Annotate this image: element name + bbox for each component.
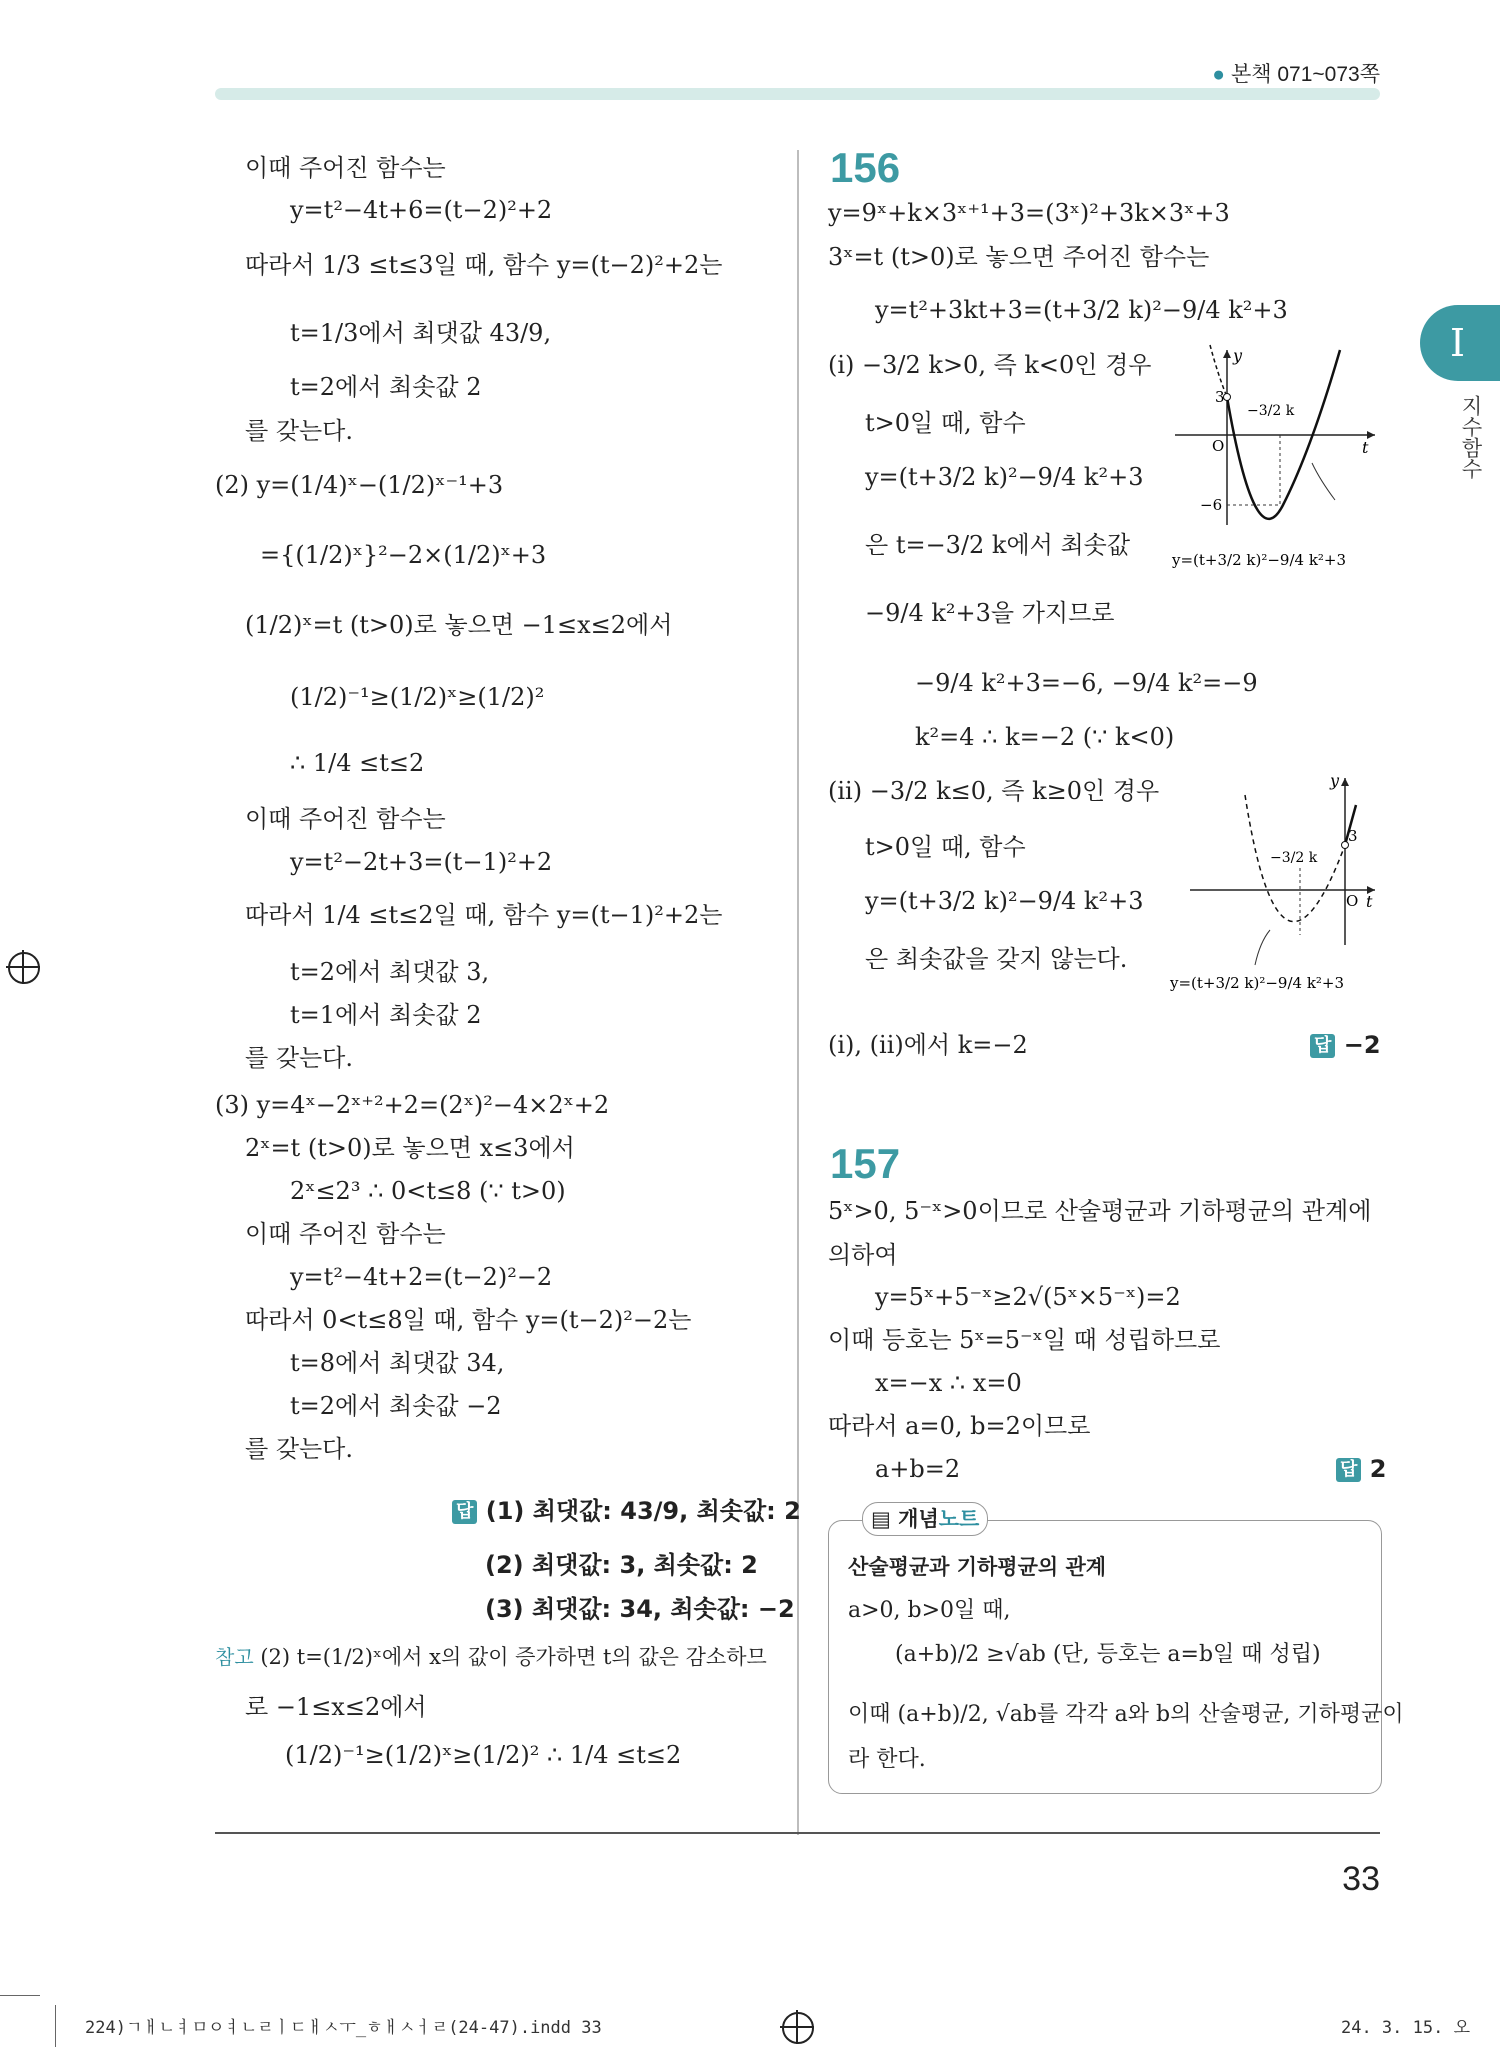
curve-label: y=(t+3/2 k)²−9/4 k²+3 [1170, 974, 1345, 992]
page-number: 33 [1342, 1860, 1380, 1898]
answer-1: 답 (1) 최댓값: 43/9, 최솟값: 2 [452, 1496, 801, 1526]
chapter-tab[interactable]: I [1420, 305, 1500, 381]
case-heading: (ii) −3/2 k≤0, 즉 k≥0인 경우 [828, 777, 1160, 805]
answer-badge: 답 [1336, 1458, 1361, 1482]
registration-mark-icon [8, 952, 40, 984]
text-line: 를 갖는다. [245, 1044, 353, 1072]
graph-case-1 [1170, 345, 1385, 575]
equation: (1/2)⁻¹≥(1/2)ˣ≥(1/2)² [290, 683, 545, 711]
equation: y=(t+3/2 k)²−9/4 k²+3 [865, 463, 1144, 491]
crop-mark [55, 2005, 56, 2047]
equation: y=9ˣ+k×3ˣ⁺¹+3=(3ˣ)²+3k×3ˣ+3 [828, 199, 1230, 227]
text-line: t=2에서 최댓값 3, [290, 958, 490, 986]
graph-case-2 [1170, 770, 1385, 1005]
answer-2: (2) 최댓값: 3, 최솟값: 2 [485, 1551, 758, 1579]
y-tick-label: 3 [1348, 827, 1358, 845]
equation: (2) y=(1/4)ˣ−(1/2)ˣ⁻¹+3 [215, 471, 504, 499]
answer: 답 −2 [1310, 1030, 1381, 1060]
book-reference: ● 본책 071~073쪽 [1212, 63, 1380, 86]
equation: y=t²+3kt+3=(t+3/2 k)²−9/4 k²+3 [875, 296, 1288, 324]
equation: a+b=2 [875, 1455, 961, 1483]
y-axis-label: y [1330, 771, 1340, 790]
text-line: 5ˣ>0, 5⁻ˣ>0이므로 산술평균과 기하평균의 관계에 [828, 1197, 1372, 1225]
vertex-label: −3/2 k [1247, 403, 1295, 419]
text-line: t>0일 때, 함수 [865, 409, 1026, 437]
concept-formula: (a+b)/2 ≥√ab (단, 등호는 a=b일 때 성립) [895, 1642, 1321, 1667]
text-line: 이때 주어진 함수는 [245, 1220, 446, 1248]
concept-note-tag: ▤ 개념노트 [862, 1502, 988, 1536]
answer-3: (3) 최댓값: 34, 최솟값: −2 [485, 1595, 795, 1623]
equation: y=(t+3/2 k)²−9/4 k²+3 [865, 887, 1144, 915]
equation: y=5ˣ+5⁻ˣ≥2√(5ˣ×5⁻ˣ)=2 [875, 1283, 1181, 1311]
x-axis-label: t [1362, 438, 1369, 457]
text-line: 로 −1≤x≤2에서 [245, 1693, 427, 1721]
equation: −9/4 k²+3=−6, −9/4 k²=−9 [915, 669, 1258, 697]
bottom-rule [215, 1832, 1380, 1834]
equation: k²=4 ∴ k=−2 (∵ k<0) [915, 723, 1175, 751]
footer-filename: 224)ㄱㅐㄴㅕㅁㅇㅕㄴㄹㅣㄷㅐㅅㅜ_ㅎㅐㅅㅓㄹ(24-47).indd 33 [85, 2018, 602, 2038]
equation: (3) y=4ˣ−2ˣ⁺²+2=(2ˣ)²−4×2ˣ+2 [215, 1091, 610, 1119]
problem-number: 156 [830, 144, 901, 191]
text-line: 따라서 1/3 ≤t≤3일 때, 함수 y=(t−2)²+2는 [245, 251, 723, 279]
text-line: 를 갖는다. [245, 1435, 353, 1463]
note-icon: ▤ [871, 1507, 891, 1531]
answer-badge: 답 [1310, 1034, 1335, 1058]
text-line: 3ˣ=t (t>0)로 놓으면 주어진 함수는 [828, 243, 1210, 271]
concept-line: a>0, b>0일 때, [848, 1598, 1011, 1623]
curve-label: y=(t+3/2 k)²−9/4 k²+3 [1172, 551, 1347, 569]
text-line: 2ˣ=t (t>0)로 놓으면 x≤3에서 [245, 1134, 575, 1162]
text-line: 은 최솟값을 갖지 않는다. [865, 945, 1128, 973]
text-line: 따라서 1/4 ≤t≤2일 때, 함수 y=(t−1)²+2는 [245, 901, 723, 929]
origin-label: O [1212, 437, 1225, 455]
concept-line: 이때 (a+b)/2, √ab를 각각 a와 b의 산술평균, 기하평균이 [848, 1702, 1404, 1727]
equation: ={(1/2)ˣ}²−2×(1/2)ˣ+3 [260, 541, 547, 569]
equation: (1/2)⁻¹≥(1/2)ˣ≥(1/2)² ∴ 1/4 ≤t≤2 [285, 1741, 682, 1769]
column-divider [797, 150, 799, 1835]
problem-number: 157 [830, 1140, 901, 1187]
concept-title: 산술평균과 기하평균의 관계 [848, 1555, 1107, 1579]
origin-label: O [1346, 892, 1359, 910]
equation: x=−x ∴ x=0 [875, 1369, 1022, 1397]
equation: t=1/3에서 최댓값 43/9, [290, 319, 552, 347]
reference-note: 참고 (2) t=(1/2)ˣ에서 x의 값이 증가하면 t의 값은 감소하므 [215, 1645, 767, 1669]
registration-mark-icon [782, 2012, 814, 2044]
case-heading: (i) −3/2 k>0, 즉 k<0인 경우 [828, 351, 1152, 379]
min-label: −6 [1200, 496, 1223, 514]
text-line: 이때 주어진 함수는 [245, 805, 446, 833]
footer-date: 24. 3. 15. 오 [1340, 2018, 1470, 2038]
text-line: t>0일 때, 함수 [865, 833, 1026, 861]
text-line: (1/2)ˣ=t (t>0)로 놓으면 −1≤x≤2에서 [245, 611, 673, 639]
text-line: 의하여 [828, 1241, 898, 1269]
equation: 2ˣ≤2³ ∴ 0<t≤8 (∵ t>0) [290, 1177, 566, 1205]
y-axis-label: y [1233, 346, 1243, 365]
text-line: t=1에서 최솟값 2 [290, 1001, 482, 1029]
text-line: −9/4 k²+3을 가지므로 [865, 599, 1115, 627]
concept-line: 라 한다. [848, 1747, 926, 1772]
chapter-label: 지수함수 [1459, 395, 1483, 479]
equation: y=t²−2t+3=(t−1)²+2 [290, 848, 553, 876]
answer-badge: 답 [452, 1500, 477, 1524]
answer: 답 2 [1336, 1454, 1386, 1484]
text-line: 이때 주어진 함수는 [245, 154, 446, 182]
x-axis-label: t [1366, 892, 1373, 911]
text-line: 따라서 a=0, b=2이므로 [828, 1412, 1091, 1440]
text-line: 은 t=−3/2 k에서 최솟값 [865, 531, 1131, 559]
equation: ∴ 1/4 ≤t≤2 [290, 749, 425, 777]
text-line: t=2에서 최솟값 2 [290, 373, 482, 401]
bullet-icon: ● [1212, 63, 1225, 86]
y-tick-label: 3 [1215, 388, 1225, 406]
header-bar [215, 88, 1380, 100]
conclusion: (i), (ii)에서 k=−2 [828, 1031, 1028, 1059]
text-line: 이때 등호는 5ˣ=5⁻ˣ일 때 성립하므로 [828, 1326, 1221, 1354]
vertex-label: −3/2 k [1270, 850, 1318, 866]
crop-mark [0, 1995, 40, 1996]
text-line: t=8에서 최댓값 34, [290, 1349, 505, 1377]
note-label: 참고 [215, 1645, 254, 1669]
text-line: t=2에서 최솟값 −2 [290, 1392, 502, 1420]
text-line: 따라서 0<t≤8일 때, 함수 y=(t−2)²−2는 [245, 1306, 692, 1334]
text-line: 를 갖는다. [245, 417, 353, 445]
equation: y=t²−4t+6=(t−2)²+2 [290, 196, 553, 224]
equation: y=t²−4t+2=(t−2)²−2 [290, 1263, 553, 1291]
